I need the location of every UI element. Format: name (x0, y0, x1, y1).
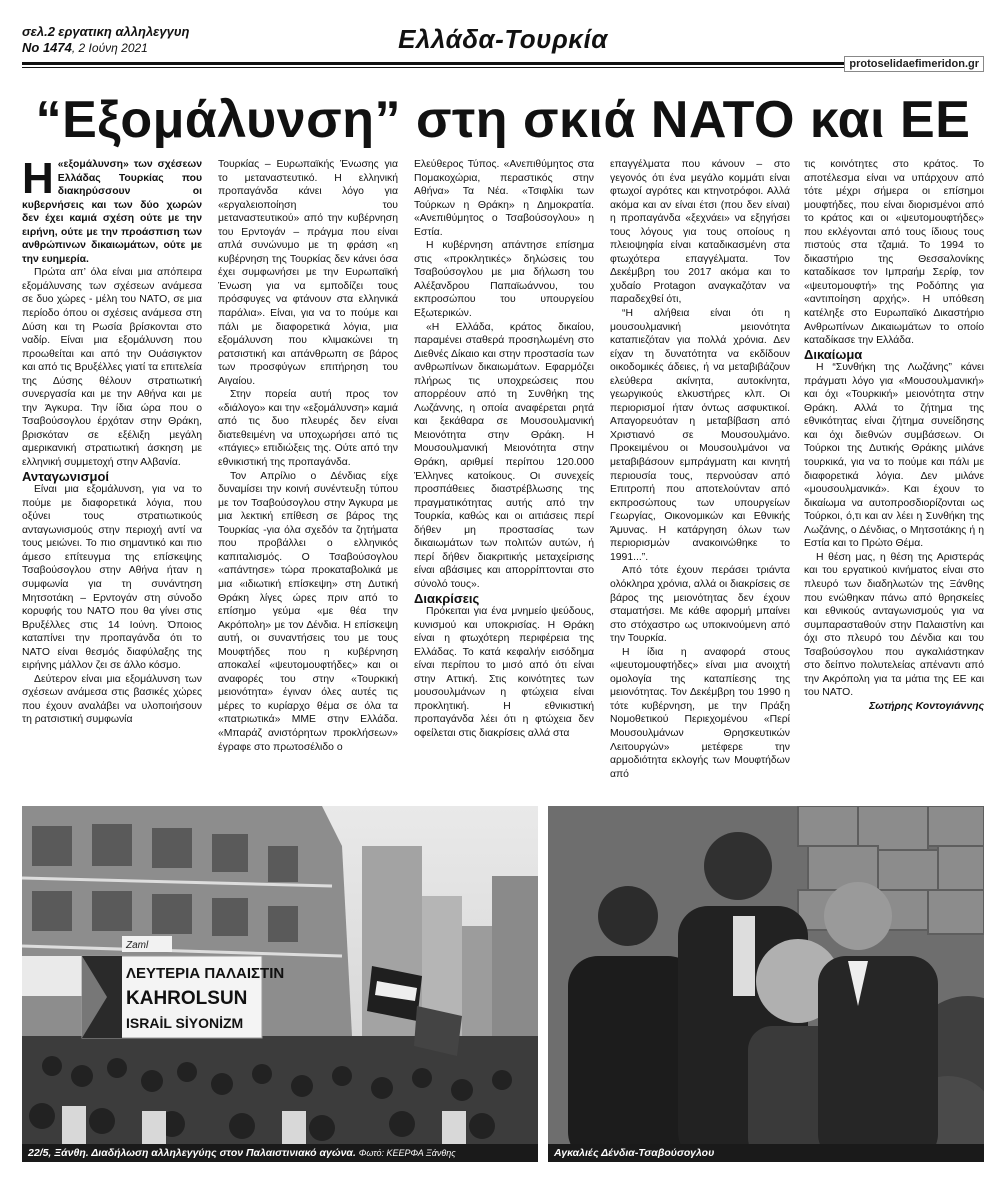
paragraph: Η “Συνθήκη της Λωζάνης” κάνει πράγματι λόγο για «Μουσουλμανική» και όχι «Τουρκική» μειονότητα στην Θράκη. Αλλά το ζήτημα της εθνικότητας είναι ζήτημα συνείδησης και όχι διεθνών συμβάσεων. Οι Τούρκοι της Δυτικής Θράκης μιλάνε τουρκικά, για να το πούμε και πάλι με διαφορετικά λόγια. Δεν μιλάνε «μουσουλμανικά». Και έχουν το δικαίωμα να αυτοπροσδιορίζονται ως Τούρκοι, ό,τι και αν λέει η Συνθήκη της Λωζάνης, ο Δένδιας, ο Μητσοτάκης ή η Εστία και το Πρώτο Θέμα. (804, 362, 984, 550)
article-column-4 (610, 158, 790, 798)
banner-line-1: ΛΕΥΤΕΡΙΑ ΠΑΛΑΙΣΤΙΝ (126, 965, 285, 982)
photo-embrace (548, 806, 984, 1162)
byline: Σωτήρης Κοντογιάννης (869, 700, 984, 712)
photo-caption-right: Αγκαλιές Δένδια-Τσαβούσογλου (548, 1144, 984, 1162)
banner-line-2: KAHROLSUN (126, 988, 248, 1009)
photo-credit: Φωτό: ΚΕΕΡΦΑ Ξάνθης (358, 1148, 456, 1158)
paragraph: Πρόκειται για ένα μνημείο ψεύδους, κυνισμού και υποκρισίας. Η Θράκη είναι η φτωχότερη περιφέρεια της Ελλάδας. Το κατά κεφαλήν εισόδημα είναι περίπου το μισό από ότι είναι στην Αττική. Στις κοινότητες των μουσουλμάνων η φτώχεια είναι προκλητική. Η εθνικιστική προπαγάνδα λέει ότι η φτώχεια δεν οφείλεται στις διακρίσεις αλλά στα (414, 606, 594, 739)
drop-cap: Η (22, 158, 54, 203)
headline: “Εξομάλυνση” στη σκιά ΝΑΤΟ και ΕΕ (35, 91, 971, 149)
paragraph: «Η Ελλάδα, κράτος δικαίου, παραμένει σταθερά προσηλωμένη στο Διεθνές Δίκαιο και στην προστασία των ανθρωπίνων δικαιωμάτων. Εφαρμόζει πλήρως τις υποχρεώσεις που απορρέουν από τη Συνθήκη της Λωζάννης, η οποία αναφέρεται ρητά και ξεκάθαρα σε Μουσουλμανική Μειονότητα στην Θράκη. Η Μουσουλμανική Μειονότητα στην Θράκη, αριθμεί περίπου 120.000 Έλληνες κατοίκους. Οι συνεχείς προσπάθειες διαστρέβλωσης της πραγματικότητας αυτής από την Τουρκία, καθώς και οι αιτιάσεις περί δήθεν μη προστασίας των δικαιωμάτων των πολιτών αυτών, ή περί δήθεν διακριτικής μεταχείρισης είναι αβάσιμες και απορρίπτονται στο σύνολό τους». (414, 321, 594, 590)
paragraph: Πρώτα απ’ όλα είναι μια απόπειρα εξομάλυνσης των σχέσεων ανάμεσα σε δυο χώρες - μέλη του ΝΑΤΟ, σε μια περίοδο όπου οι σχέσεις ανάμεσα στη Δύση και τη Ρωσία βρίσκονται στο ναδίρ. Είναι μια εξομάλυνση που προωθείται και από την Ουάσιγκτον και από τις Βρυξέλλες γιατί τα επιτελεία της Δύσης θέλουν στρατιωτική συνεργασία και με την Αθήνα και με την Άγκυρα. Την ίδια ώρα που ο Τσαβούσογλου έρχόταν στην Θράκη, βρισκόταν σε εξέλιξη μεγάλη αμερικανική στρατιωτική άσκηση με ελληνική συμμετοχή στην Αλβανία. (22, 267, 202, 469)
article-column-5 (804, 158, 984, 798)
demonstration-image (22, 806, 538, 1162)
header-meta: σελ.2 εργατικη αλληλεγγυη Νο 1474, 2 Ιούνη 2021 (22, 24, 190, 55)
section-title: Ελλάδα-Τουρκία (398, 24, 608, 54)
photo-caption-left (22, 1144, 538, 1162)
shop-sign: Zaml (126, 940, 149, 951)
protest-banner (82, 956, 284, 1038)
paragraph: Από τότε έχουν περάσει τριάντα ολόκληρα χρόνια, αλλά οι διακρίσεις σε βάρος της μειονότητας δεν έχουν σταματήσει. Με κάθε αφορμή μπαίνει στο στόχαστρο ως υποκινούμενη από την Τουρκία. (610, 565, 790, 645)
paragraph: Η θέση μας, η θέση της Αριστεράς και του εργατικού κινήματος είναι στο πλευρό των διαδηλωτών της Ξάνθης που ενώθηκαν πάνω από θρησκείες και εθνικούς ανταγωνισμούς για να συμπαρασταθούν στην Παλαιστίνη και όχι στο πλευρό του Δένδια και του Τσαβούσογλου που αγκαλιάστηκαν στο δείπνο πολυτελείας απέναντι από την Ακρόπολη για τα μάτια της ΕΕ και του ΝΑΤΟ. (804, 551, 984, 699)
article-column-1 (22, 158, 202, 798)
subheading: Διακρίσεις (414, 590, 480, 606)
paragraph: Ελεύθερος Τύπος. «Ανεπιθύμητος στα Πομακοχώρια, περαστικός στην Αθήνα» Τα Νέα. «Τσιφλίκι των Τούρκων η Θράκη» η Δημοκρατία. «Ανεπιθύμητος ο Τσαβούσογλου» η Εστία. (414, 159, 594, 238)
watermark: protoselidaefimeridon.gr (844, 56, 984, 72)
paragraph: Στην πορεία αυτή προς τον «διάλογο» και την «εξομάλυνση» καμιά από τις δυο πλευρές δεν είναι διατεθειμένη να υποχωρήσει από τις «πάγιες» επιδιώξεις της. Ούτε από την εθνικιστική της προπαγάνδα. (218, 389, 398, 469)
paragraph: Η ίδια η αναφορά στους «ψευτομουφτήδες» είναι μια ανοιχτή ομολογία της καταπίεσης της μειονότητας. Τον Δεκέμβρη του 1990 η τότε κυβέρνηση, με την Πράξη Νομοθετικού Περιεχομένου «Περί Μουσουλμάνων Θρησκευτικών Λειτουργών» μετέφερε την αρμοδιότητα εκλογής των Μουφτήδων από (610, 646, 790, 780)
issue-number: Νο 1474 (22, 40, 72, 55)
subheading: Ανταγωνισμοί (22, 468, 110, 484)
paragraph: Τον Απρίλιο ο Δένδιας είχε δυναμίσει την κοινή συνέντευξη τύπου με τον Τσαβούσογλου στην Άγκυρα με μια λεκτική επίθεση σε βάρος της Τουρκίας -για όλα σχεδόν τα ζητήματα που προβάλλει ο ελληνικός καπιταλισμός. Ο Τσαβούσογλου «απάντησε» τώρα προκαταβολικά με μια «ιδιωτική επίσκεψη» στη Δυτική Θράκη λίγες ώρες πριν από το επίσημο γεύμα «με θέα την Ακρόπολη» με τον Δένδια. Η επίσκεψη αυτή, οι συναντήσεις του με τους Μουφτήδες που η κυβέρνηση αποκαλεί «ψευτομουφτήδες» και οι αναφορές του στην «Τουρκική μειονότητα» έγιναν όλες αυτές τις μέρες το κυρίαρχο θέμα σε όλα τα «πατριωτικά» ΜΜΕ στην Ελλάδα. «Μπαράζ ανιστόρητων προκλήσεων» έγραφε στο πρωτοσέλιδο ο (218, 470, 398, 753)
banner-line-3: ISRAİL SİYONİZM (126, 1015, 244, 1031)
paragraph: επαγγέλματα που κάνουν – στο γεγονός ότι ένα μεγάλο κομμάτι είναι φτωχοί αγρότες και κτηνοτρόφοι. Αλλά ακόμα και αν είναι έτσι (που δεν είναι) η προπαγάνδα «ξεχνάει» να εξηγήσει τους λόγους για τους οποίους η πλειοψηφία είναι καταδικασμένη στα φτωχότερα επαγγέλματα. Τον Δεκέμβρη του 2017 ακόμα και το χυδαίο Protagon αναγκαζόταν να παραδεχθεί ότι, (610, 159, 790, 306)
article-body (22, 158, 984, 798)
paragraph: Δεύτερον είναι μια εξομάλυνση των σχέσεων ανάμεσα στις βασικές χώρες που έχουν αναλάβει να υλοποιήσουν τη ρατσιστική συμφωνία (22, 673, 202, 726)
header-rule (22, 62, 984, 65)
paper-name: εργατικη αλληλεγγυη (58, 24, 190, 39)
embrace-image (548, 806, 984, 1162)
paragraph: τις κοινότητες στο κράτος. Το αποτέλεσμα είναι να υπάρχουν από τότε μέχρι σήμερα οι επίσημοι μουφτήδες, που είναι διορισμένοι από το κράτος και οι «ψευτομουφτήδες» που εκλέγονται από τους ίδιους τους πιστούς στα τζαμιά. Το 1994 το δικαστήριο της Θεσσαλονίκης καταδίκασε τον Ιμπραήμ Σερίφ, τον «ψευτομουφτή» της Ροδόπης για «αντιποίηση αρχής». Η υπόθεση κατέληξε στο Ευρωπαϊκό Δικαστήριο Ανθρωπίνων Δικαιωμάτων το οποίο καταδίκασε την Ελλάδα. (804, 159, 984, 347)
photo-demonstration (22, 806, 538, 1162)
issue-date: 2 Ιούνη 2021 (78, 41, 148, 55)
subheading: Δικαίωμα (804, 346, 863, 362)
article-lead: «εξομάλυνση» των σχέσεων Ελλάδας Τουρκίας που διακηρύσσουν οι κυβερνήσεις και των δύο χωρών δεν έχει καμιά σχέση ούτε με την ειρήνη, ούτε με την προάσπιση των ανθρώπινων δικαιωμάτων, ούτε με την ευημερία. (22, 159, 202, 265)
header-rule-thin (22, 67, 984, 68)
article-column-2 (218, 158, 398, 798)
page-header (22, 20, 984, 64)
article-column-3 (414, 158, 594, 798)
paragraph: “Η αλήθεια είναι ότι η μουσουλμανική μειονότητα καταπιεζόταν για πολλά χρόνια. Δεν είχαν τη δυνατότητα να εκδίδουν οικοδομικές άδειες, ή να μεταβιβάζουν ελεύθερα ακίνητα, αυτοκίνητα, γεωργικούς ελκυστήρες κλπ. Οι περιορισμοί ήταν όντως ασφυκτικοί. Απαγορευόταν η μεταβίβαση από Χριστιανό σε Μουσουλμάνο. Προκειμένου οι Μουσουλμάνοι να μεταβιβάσουν εμπράγματη και κινητή περιουσία τους, περνούσαν από Επιτροπή που αποτελούνταν από εκπροσώπους των υπουργείων Γεωργίας, Οικονομικών και Εθνικής Άμυνας. Η κατάργηση όλων των περιορισμών ανακοινώθηκε το 1991...”. (610, 308, 790, 563)
paragraph: Τουρκίας – Ευρωπαϊκής Ένωσης για το μεταναστευτικό. Η ελληνική προπαγάνδα κάνει λόγο για «εργαλειοποίηση του μεταναστευτικού» από την κυβέρνηση του Ερντογάν – πράγμα που είναι απλά συνώνυμο με τη φράση «η κυβέρνηση της Τουρκίας δεν κάνει όσα έχει συμφωνήσει με την Ευρωπαϊκή Ένωση για να εμποδίζει τους πρόσφυγες να φτάνουν στα ελληνικά παράλια». Είναι, για να το πούμε και πάλι με διαφορετικά λόγια, μια εξομάλυνση που κλιμακώνει τη ρατσιστική και απάνθρωπη σε βάρος των προσφύγων επιτήρηση του Αιγαίου. (218, 159, 398, 387)
paragraph: Η κυβέρνηση απάντησε επίσημα στις «προκλητικές» δηλώσεις του Τσαβούσογλου με μια δήλωση του Αλέξανδρου Παπαϊωάννου, του εκπροσώπου του υπουργείου Εξωτερικών. (414, 240, 594, 320)
caption-text: 22/5, Ξάνθη. Διαδήλωση αλληλεγγύης στον Παλαιστινιακό αγώνα. (28, 1147, 356, 1159)
page-label: σελ.2 (22, 24, 55, 39)
paragraph: Είναι μια εξομάλυνση, για να το πούμε με διαφορετικά λόγια, που οξύνει τους στρατιωτικούς ανταγωνισμούς στην περιοχή αντί να τους μειώνει. Το πιο σημαντικό και πιο άμεσο επίτευγμα της επίσκεψης Τσαβούσογλου στην Αθήνα ήταν η συμφωνία για τη συνάντηση Μητσοτάκη – Ερντογάν στη σύνοδο κορυφής του ΝΑΤΟ που θα γίνει στις Βρυξέλλες στις 14 Ιούνη. Όποιος καταπίνει την προπαγάνδα ότι το ΝΑΤΟ είναι θεσμός διαφύλαξης της ειρήνης μάλλον ζει σε άλλο κόσμο. (22, 484, 202, 672)
